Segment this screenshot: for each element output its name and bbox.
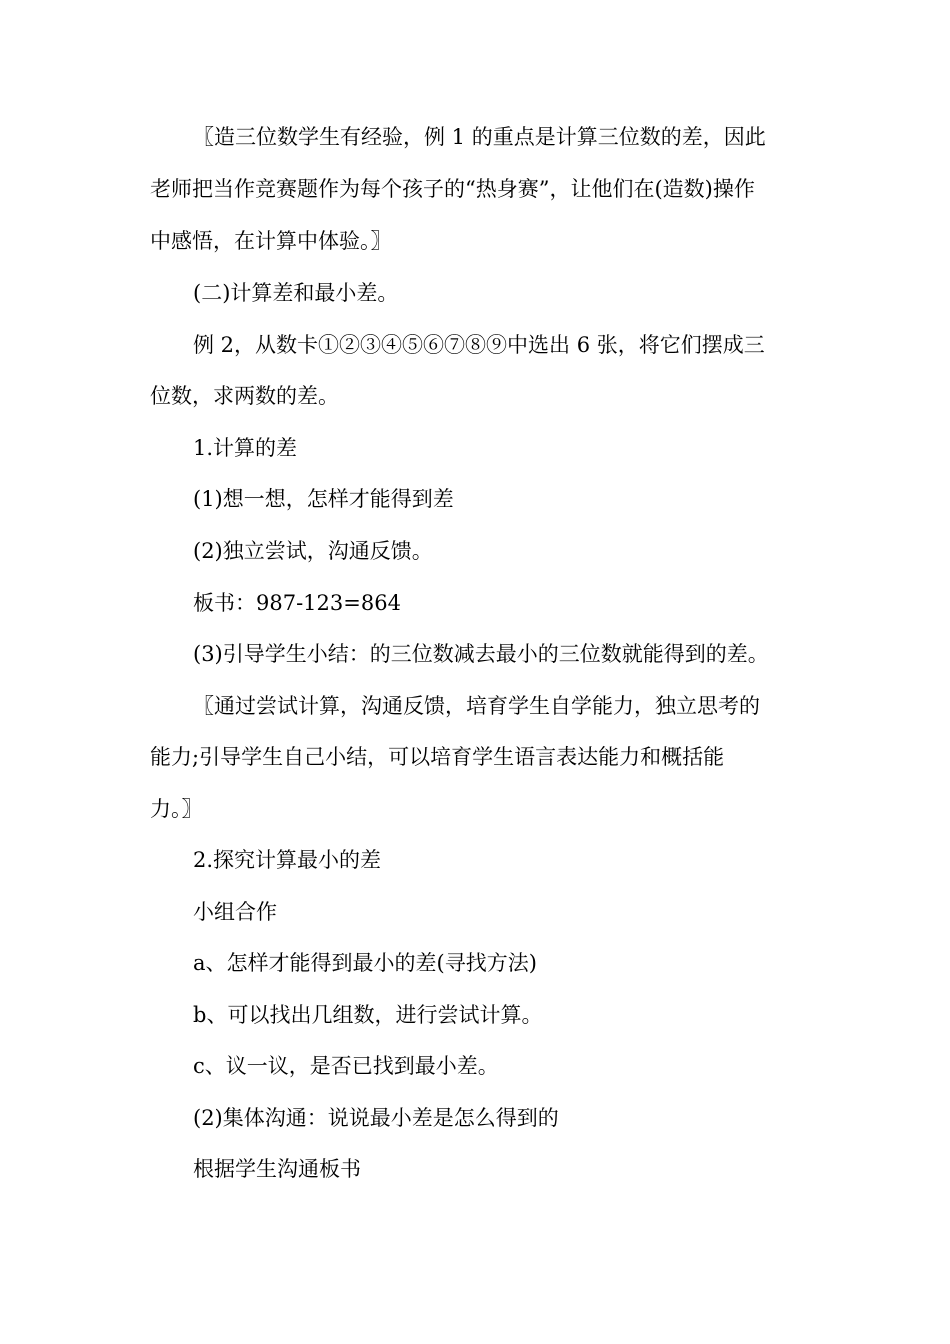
paragraph-line: (2)独立尝试，沟通反馈。 <box>193 539 433 563</box>
paragraph-line: 老师把当作竞赛题作为每个孩子的“热身赛”，让他们在(造数)操作 <box>150 177 755 201</box>
paragraph-line: (2)集体沟通：说说最小差是怎么得到的 <box>193 1106 559 1130</box>
paragraph-line: 中感悟，在计算中体验。〗 <box>150 229 392 253</box>
paragraph-line: 〖造三位数学生有经验，例 1 的重点是计算三位数的差，因此 <box>193 125 766 149</box>
paragraph-line: 位数，求两数的差。 <box>150 384 339 408</box>
subsection-heading: 2.探究计算最小的差 <box>193 848 382 872</box>
list-item: a、怎样才能得到最小的差(寻找方法) <box>193 951 537 975</box>
paragraph-line: 例 2，从数卡①②③④⑤⑥⑦⑧⑨中选出 6 张，将它们摆成三 <box>193 333 765 357</box>
list-item: c、议一议，是否已找到最小差。 <box>193 1054 499 1078</box>
paragraph-line: 根据学生沟通板书 <box>193 1157 361 1181</box>
paragraph-line: 能力;引导学生自己小结，可以培育学生语言表达能力和概括能 <box>150 745 725 769</box>
subsection-heading: 1.计算的差 <box>193 436 298 460</box>
paragraph-line: 〖通过尝试计算，沟通反馈，培育学生自学能力，独立思考的 <box>193 694 760 718</box>
list-item: b、可以找出几组数，进行尝试计算。 <box>193 1003 543 1027</box>
paragraph-line: (3)引导学生小结：的三位数减去最小的三位数就能得到的差。 <box>193 642 769 666</box>
paragraph-line: (1)想一想，怎样才能得到差 <box>193 487 454 511</box>
paragraph-line: 力。〗 <box>150 797 203 821</box>
paragraph-line: 小组合作 <box>193 900 277 924</box>
board-note: 板书：987-123=864 <box>193 591 401 615</box>
section-heading: (二)计算差和最小差。 <box>193 281 399 305</box>
